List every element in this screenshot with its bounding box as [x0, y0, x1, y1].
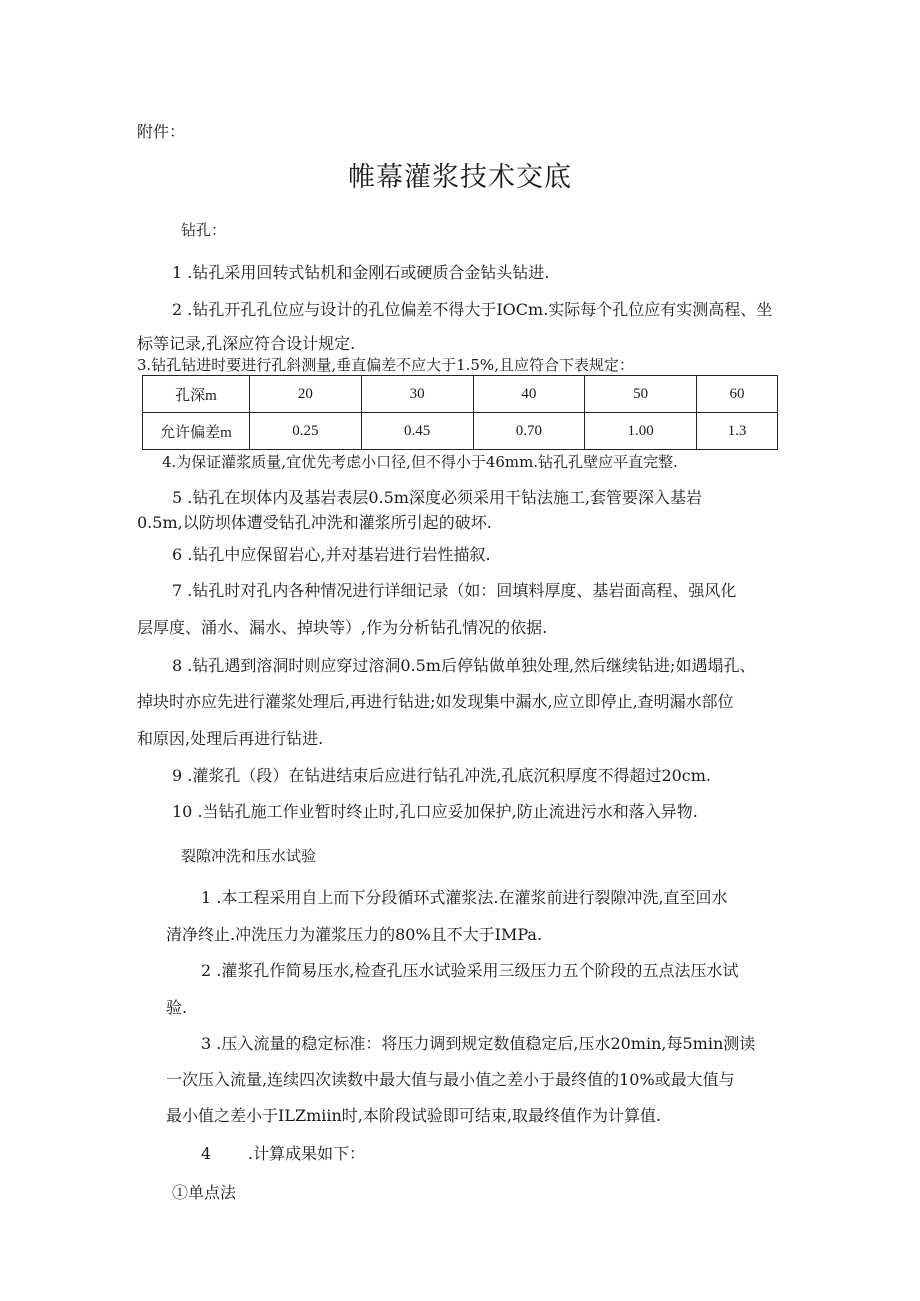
- deviation-table: [142, 375, 778, 450]
- table-row: [143, 413, 778, 450]
- table-cell: 50: [585, 376, 697, 413]
- paragraph-q3-line-1: 3 .压入流量的稳定标准：将压力调到规定数值稳定后,压水20min,每5min测读: [201, 1034, 756, 1053]
- paragraph-q4-number: 4: [201, 1144, 212, 1163]
- paragraph-5-line-1: 5 .钻孔在坝体内及基岩表层0.5m深度必须采用干钻法施工,套管要深入基岩: [172, 488, 703, 507]
- paragraph-q4-text: .计算成果如下：: [248, 1144, 366, 1163]
- paragraph-q3-line-3: 最小值之差小于ILZmiin时,本阶段试验即可结束,取最终值作为计算值.: [166, 1106, 662, 1125]
- table-row: [143, 376, 778, 413]
- table-cell: 20: [250, 376, 362, 413]
- paragraph-q1-line-1: 1 .本工程采用自上而下分段循环式灌浆法.在灌浆前进行裂隙冲洗,直至回水: [201, 888, 728, 907]
- section-heading-drilling: 钻孔：: [181, 221, 227, 239]
- paragraph-q3-line-2: 一次压入流量,连续四次读数中最大值与最小值之差小于最终值的10%或最大值与: [166, 1070, 735, 1089]
- paragraph-9: 9 .灌浆孔（段）在钻进结束后应进行钻孔冲洗,孔底沉积厚度不得超过20cm.: [172, 766, 712, 785]
- paragraph-q1-line-2: 清净终止.冲洗压力为灌浆压力的80%且不大于IMPa.: [166, 925, 543, 944]
- table-cell: 1.00: [585, 413, 697, 450]
- single-point-method: ①单点法: [172, 1183, 237, 1202]
- paragraph-8-line-2: 掉块时亦应先进行灌浆处理后,再进行钻进;如发现集中漏水,应立即停止,查明漏水部位: [137, 692, 734, 711]
- paragraph-2-line-1: 2 .钻孔开孔孔位应与设计的孔位偏差不得大于IOCm.实际每个孔位应有实测高程、坐: [172, 300, 773, 319]
- table-cell: 40: [473, 376, 585, 413]
- table-cell: 30: [361, 376, 473, 413]
- paragraph-8-line-1: 8 .钻孔遇到溶洞时则应穿过溶洞0.5m后停钻做单独处理,然后继续钻进;如遇塌孔、: [172, 656, 756, 675]
- paragraph-q2-line-2: 验.: [166, 998, 188, 1017]
- table-header-depth: 孔深m: [143, 376, 250, 413]
- attachment-label: 附件：: [137, 122, 186, 141]
- table-cell: 0.45: [361, 413, 473, 450]
- paragraph-q2-line-1: 2 .灌浆孔作简易压水,检查孔压水试验采用三级压力五个阶段的五点法压水试: [201, 961, 739, 980]
- table-cell: 60: [697, 376, 778, 413]
- paragraph-2-line-2: 标等记录,孔深应符合设计规定.: [137, 334, 356, 353]
- paragraph-10: 10 .当钻孔施工作业暂时终止时,孔口应妥加保护,防止流进污水和落入异物.: [172, 802, 698, 821]
- paragraph-6: 6 .钻孔中应保留岩心,并对基岩进行岩性描叙.: [172, 545, 491, 564]
- paragraph-4: 4.为保证灌浆质量,宜优先考虑小口径,但不得小于46mm.钻孔孔壁应平直完整.: [162, 453, 678, 471]
- paragraph-1: 1 .钻孔采用回转式钻机和金刚石或硬质合金钻头钻进.: [172, 263, 550, 282]
- paragraph-3: 3.钻孔钻进时要进行孔斜测量,垂直偏差不应大于1.5%,且应符合下表规定：: [137, 356, 634, 374]
- paragraph-8-line-3: 和原因,处理后再进行钻进.: [137, 729, 324, 748]
- table-cell: 0.25: [250, 413, 362, 450]
- document-title: 帷幕灌浆技术交底: [348, 162, 572, 193]
- paragraph-7-line-2: 层厚度、涌水、漏水、掉块等）,作为分析钻孔情况的依据.: [137, 618, 548, 637]
- paragraph-5-line-2: 0.5m,以防坝体遭受钻孔冲洗和灌浆所引起的破坏.: [137, 513, 492, 532]
- table-cell: 1.3: [697, 413, 778, 450]
- paragraph-7-line-1: 7 .钻孔时对孔内各种情况进行详细记录（如：回填料厚度、基岩面高程、强风化: [172, 581, 737, 600]
- section-heading-flushing: 裂隙冲洗和压水试验: [181, 847, 317, 865]
- table-header-deviation: 允许偏差m: [143, 413, 250, 450]
- table-cell: 0.70: [473, 413, 585, 450]
